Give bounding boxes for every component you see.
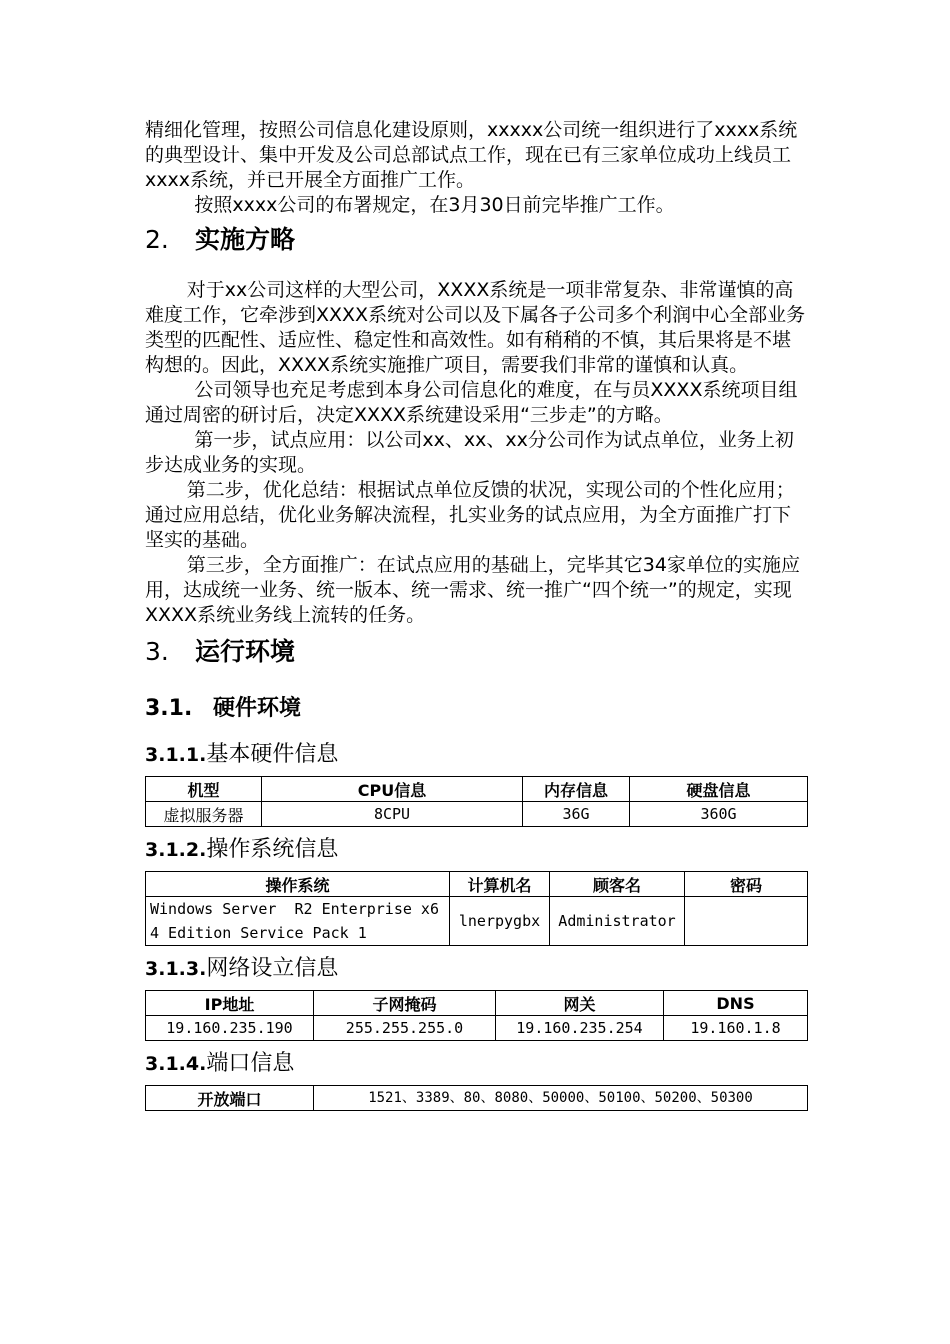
subsection-number: 3.1. [145,696,193,721]
table-cell: 19.160.235.254 [496,1016,664,1041]
section-number: 3. [145,637,169,666]
table-header-cell: 顾客名 [550,872,685,897]
subsubsection-title: 基本硬件信息 [206,742,339,767]
table-header-cell: 子网掩码 [314,991,496,1016]
table-cell: 255.255.255.0 [314,1016,496,1041]
table-header-row [146,991,808,1016]
table-header-cell: 密码 [685,872,808,897]
table-cell: Windows Server R2 Enterprise x64 Edition Service Pack 1 [146,897,450,946]
table-header-cell: 操作系统 [146,872,450,897]
subsubsection-number: 3.1.1. [145,744,207,766]
table-row [146,1086,808,1111]
body-paragraph: 第一步，试点应用：以公司xx、xx、xx分公司作为试点单位，业务上初步达成业务的实现。 [145,429,794,476]
intro-paragraph: 按照xxxx公司的布署规定，在3月30日前完毕推广工作。 [194,194,675,216]
section-heading [145,224,807,256]
subsubsection-heading [145,835,807,865]
table-cell [685,897,808,946]
subsubsection-title: 操作系统信息 [206,837,339,862]
table-header-cell: DNS [664,991,808,1016]
table-row [146,802,808,827]
table-header-cell: 硬盘信息 [630,777,808,802]
subsubsection-number: 3.1.3. [145,958,207,980]
body-paragraph: 第二步，优化总结：根据试点单位反馈的状况，实现公司的个性化应用；通过应用总结，优化业务解决流程，扎实业务的试点应用，为全方面推广打下坚实的基础。 [145,479,795,551]
document-page [145,118,807,1111]
subsection-title: 硬件环境 [213,696,302,721]
subsubsection-number: 3.1.4. [145,1053,207,1075]
subsubsection-number: 3.1.2. [145,839,207,861]
section-heading [145,636,807,668]
subsubsection-title: 端口信息 [206,1051,295,1076]
section-number: 2. [145,225,169,254]
table-cell: 虚拟服务器 [146,802,262,827]
table-cell: 19.160.1.8 [664,1016,808,1041]
intro-paragraph: 精细化管理，按照公司信息化建设原则，xxxxx公司统一组织进行了xxxx系统的典型设计、集中开发及公司总部试点工作，现在已有三家单位成功上线员工xxxx系统，并已开展全方面推广工作。 [145,119,798,191]
subsubsection-heading [145,1049,807,1079]
subsection-heading [145,694,807,724]
network-table [145,990,808,1041]
table-cell: 19.160.235.190 [146,1016,314,1041]
body-paragraph: 对于xx公司这样的大型公司，XXXX系统是一项非常复杂、非常谨慎的高难度工作，它牵涉到XXXX系统对公司以及下属各子公司多个利润中心全部业务类型的匹配性、适应性、稳定性和高效性。如有稍稍的不慎，其后果将是不堪构想的。因此，XXXX系统实施推广项目，需要我们非常的谨慎和认真。 [145,279,806,376]
table-header-cell: 开放端口 [146,1086,314,1111]
table-header-cell: IP地址 [146,991,314,1016]
table-cell: lnerpygbx [450,897,550,946]
table-header-row [146,777,808,802]
table-cell: 36G [523,802,630,827]
subsubsection-heading [145,954,807,984]
body-paragraph: 第三步，全方面推广：在试点应用的基础上，完毕其它34家单位的实施应用，达成统一业务、统一版本、统一需求、统一推广“四个统一”的规定，实现XXXX系统业务线上流转的任务。 [145,554,800,626]
section-title: 实施方略 [195,225,296,254]
table-row [146,1016,808,1041]
hardware-table [145,776,808,827]
os-table [145,871,808,946]
subsubsection-heading [145,740,807,770]
port-table [145,1085,808,1111]
table-cell: 360G [630,802,808,827]
table-cell: 8CPU [262,802,523,827]
body-paragraph: 公司领导也充足考虑到本身公司信息化的难度，在与员XXXX系统项目组通过周密的研讨后，决定XXXX系统建设采用“三步走”的方略。 [145,379,798,426]
table-header-cell: 网关 [496,991,664,1016]
table-row [146,897,808,946]
table-cell: Administrator [550,897,685,946]
table-header-cell: 机型 [146,777,262,802]
table-cell: 1521、3389、80、8080、50000、50100、50200、50300 [314,1086,808,1111]
subsubsection-title: 网络设立信息 [206,956,339,981]
section-title: 运行环境 [195,637,296,666]
table-header-cell: CPU信息 [262,777,523,802]
table-header-cell: 计算机名 [450,872,550,897]
table-header-row [146,872,808,897]
table-header-cell: 内存信息 [523,777,630,802]
